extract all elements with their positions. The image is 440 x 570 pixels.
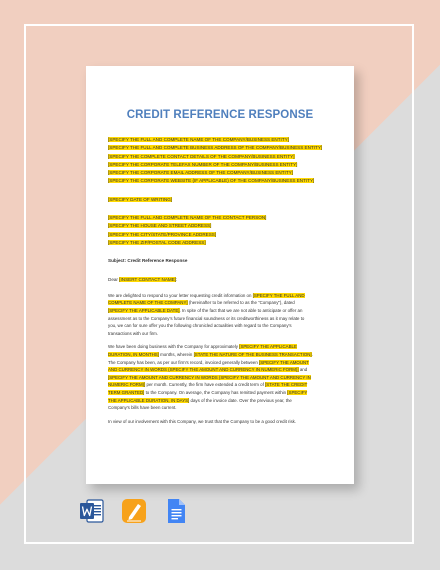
recipient-field: [SPECIFY THE FULL AND COMPLETE NAME OF THE CONTACT PERSON]	[108, 215, 267, 221]
contact-name-field: [INSERT CONTACT NAME]	[119, 276, 177, 282]
body-text: transactions with our firm.	[108, 330, 159, 336]
placeholder-field: [STATE THE CREDIT	[265, 382, 308, 388]
subject-line: Subject: Credit Reference Response	[108, 258, 188, 264]
body-line	[108, 418, 332, 426]
body-text: days of the invoice date. Over the previous year, the	[189, 397, 292, 403]
body-line	[108, 381, 332, 389]
body-line	[108, 299, 332, 307]
company-line	[108, 161, 332, 169]
date-line	[108, 196, 332, 204]
salutation-suffix: :	[176, 276, 178, 282]
company-field: [SPECIFY THE CORPORATE EMAIL ADDRESS OF THE COMPANY/BUSINESS ENTITY]	[108, 170, 293, 176]
paragraph-1	[108, 292, 332, 338]
body-line	[108, 359, 332, 367]
placeholder-field: COMPLETE NAME OF THE COMPANY]	[108, 300, 188, 306]
body-text: you, we can for sure offer you the following chronicled actualities with regard to the Company’s	[108, 323, 292, 329]
body-text: assessment as to the Company’s future financial soundness or its creditworthiness as it may relate to	[108, 315, 305, 321]
app-icons-row	[79, 498, 189, 524]
company-line	[108, 169, 332, 177]
word-icon[interactable]	[79, 498, 105, 524]
body-line	[108, 330, 332, 338]
body-text: to the Company. On average, the Company has remitted payment within	[144, 389, 288, 395]
placeholder-field: TERM GRANTED]	[108, 389, 145, 395]
recipient-field: [SPECIFY THE ZIP/POSTAL CODE ADDRESS]	[108, 239, 206, 245]
recipient-line	[108, 231, 332, 239]
body-text: Company’s bills have been current.	[108, 405, 177, 411]
body-line	[108, 307, 332, 315]
pages-icon[interactable]	[121, 498, 147, 524]
document-page	[86, 66, 354, 484]
salutation	[108, 276, 332, 284]
company-field: [SPECIFY THE CORPORATE WEBSITE (IF APPLICABLE) OF THE COMPANY/BUSINESS ENTITY]	[108, 178, 315, 184]
company-field: [SPECIFY THE FULL AND COMPLETE NAME OF THE COMPANY/BUSINESS ENTITY]	[108, 137, 289, 142]
body-text: We have been doing business with the Company for approximately	[108, 344, 240, 350]
placeholder-field: [SPECIFY THE FULL AND	[252, 292, 305, 298]
body-line	[108, 366, 332, 374]
placeholder-field: NUMERIC FORM)]	[108, 382, 146, 388]
body-text: We are delighted to respond to your letter requesting credit information on	[108, 292, 253, 298]
google-docs-icon[interactable]	[163, 498, 189, 524]
body-line	[108, 397, 332, 405]
body-line	[108, 322, 332, 330]
date-field: [SPECIFY DATE OF WRITING]	[108, 196, 173, 202]
recipient-line	[108, 214, 332, 222]
body-text: (hereinafter to be referred to as the “Company”), dated	[187, 300, 295, 306]
body-text: .	[311, 352, 313, 358]
placeholder-field: THE APPLICABLE DURATION, IN DAYS]	[108, 397, 190, 403]
company-line	[108, 136, 332, 144]
salutation-prefix: Dear	[108, 276, 120, 282]
body-text: The Company has been, as per our firm’s record, invoiced generally between	[108, 359, 259, 365]
placeholder-field: DURATION, IN MONTHS]	[108, 352, 159, 358]
recipient-field: [SPECIFY THE CITY/STATE/PROVINCE ADDRESS]	[108, 231, 217, 237]
body-text: In view of our involvement with this Company, we trust that the Company to be a good credit risk.	[108, 418, 297, 424]
placeholder-field: [SPECIFY	[287, 389, 308, 395]
paragraph-2	[108, 343, 332, 411]
body-line	[108, 315, 332, 323]
company-line	[108, 153, 332, 161]
company-line	[108, 144, 332, 152]
recipient-line	[108, 222, 332, 230]
company-field: [SPECIFY THE COMPLETE CONTACT DETAILS OF THE COMPANY/BUSINESS ENTITY]	[108, 153, 295, 159]
placeholder-field: [STATE THE NATURE OF THE BUSINESS TRANSACTION]	[193, 352, 312, 358]
body-line	[108, 343, 332, 351]
body-text: . In spite of the fact that we are not able to anticipate or offer an	[179, 308, 303, 314]
company-field: [SPECIFY THE FULL AND COMPLETE BUSINESS ADDRESS OF THE COMPANY/BUSINESS ENTITY]	[108, 145, 323, 151]
paragraph-3	[108, 418, 332, 426]
placeholder-field: [SPECIFY THE AMOUNT AND CURRENCY IN WORDS (SPECIFY THE AMOUNT AND CURRENCY IN	[108, 374, 311, 380]
recipient-block	[108, 214, 332, 247]
body-text: months, wherein	[158, 352, 194, 358]
body-line	[108, 292, 332, 300]
body-line	[108, 404, 332, 412]
placeholder-field: [SPECIFY THE APPLICABLE DATE]	[108, 308, 180, 314]
recipient-field: [SPECIFY THE HOUSE AND STREET ADDRESS]	[108, 223, 212, 229]
body-line	[108, 351, 332, 359]
document-title: CREDIT REFERENCE RESPONSE	[126, 109, 314, 121]
placeholder-field: AND CURRENCY IN WORDS (SPECIFY THE AMOUNT AND CURRENCY IN NUMERIC FORM)]	[108, 367, 299, 373]
company-field: [SPECIFY THE CORPORATE TELEFAX NUMBER OF THE COMPANY/BUSINESS ENTITY]	[108, 161, 298, 167]
body-line	[108, 374, 332, 382]
placeholder-field: [SPECIFY THE AMOUNT	[259, 359, 309, 365]
placeholder-field: [SPECIFY THE APPLICABLE	[239, 344, 297, 350]
company-block	[108, 136, 332, 186]
recipient-line	[108, 239, 332, 247]
body-line	[108, 389, 332, 397]
body-text: and	[298, 367, 308, 373]
body-text: per month. Currently, the firm have extended a credit term of	[145, 382, 266, 388]
company-line	[108, 177, 332, 185]
